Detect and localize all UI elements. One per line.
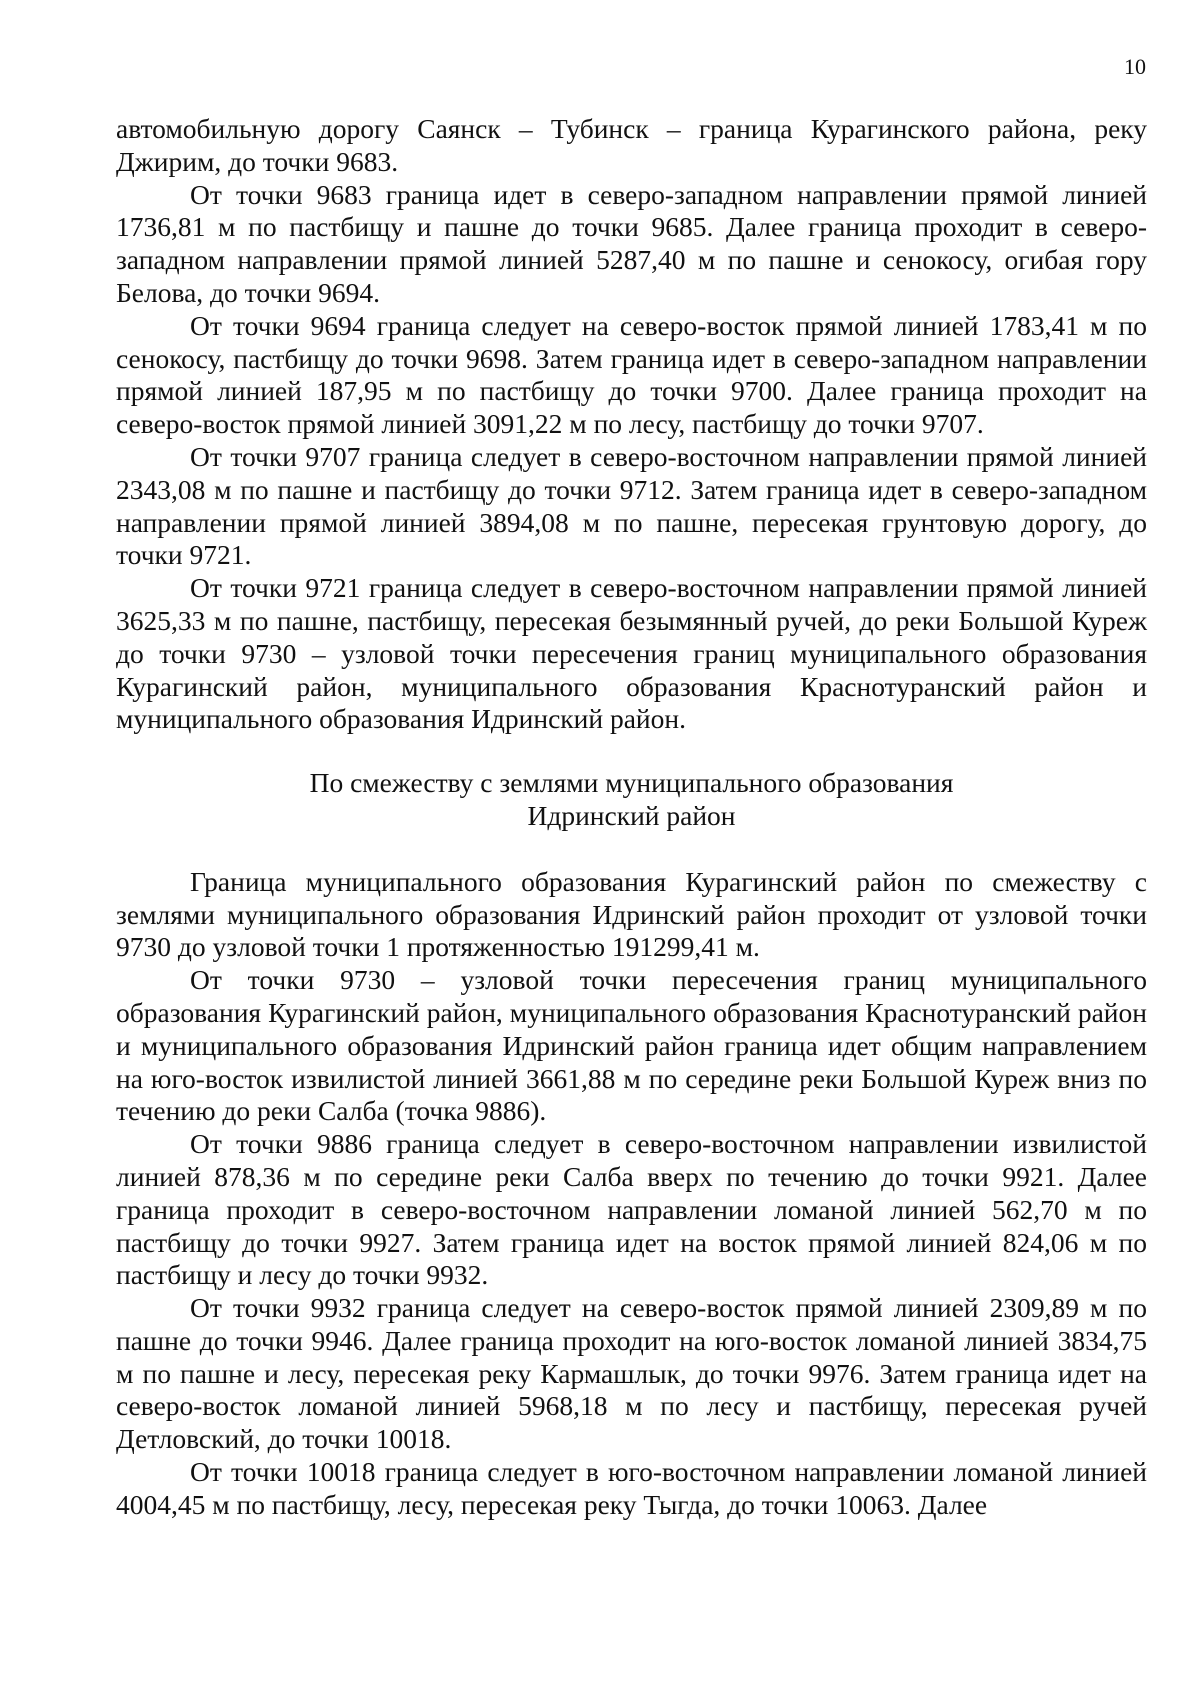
paragraph: От точки 9886 граница следует в северо-восточном направлении извилистой линией 878,36 м по середине реки Салба вверх по течению до точки 9921. Далее граница проходит в северо-восточном направлении ломаной линией 562,70 м по пастбищу до точки 9927. Затем граница идет на восток прямой линией 824,06 м по пастбищу и лесу до точки 9932. — [116, 1128, 1147, 1291]
paragraph: Граница муниципального образования Курагинский район по смежеству с землями муниципального образования Идринский район проходит от узловой точки 9730 до узловой точки 1 протяженностью 191299,41 м. — [116, 865, 1147, 963]
paragraph: От точки 9683 граница идет в северо-западном направлении прямой линией 1736,81 м по пастбищу и пашне до точки 9685. Далее граница проходит в северо-западном направлении прямой линией 5287,40 м по пашне и сенокосу, огибая гору Белова, до точки 9694. — [116, 178, 1147, 308]
paragraph: От точки 9730 – узловой точки пересечения границ муниципального образования Курагинский район, муниципального образования Краснотуранский район и муниципального образования Идринский район граница идет общим направлением на юго-восток извилистой линией 3661,88 м по середине реки Большой Куреж вниз по течению до реки Салба (точка 9886). — [116, 964, 1147, 1127]
section-heading-line: Идринский район — [527, 799, 736, 831]
paragraph: От точки 9932 граница следует на северо-восток прямой линией 2309,89 м по пашне до точки 9946. Далее граница проходит на юго-восток ломаной линией 3834,75 м по пашне и лесу, пересекая реку Кармашлык, до точки 9976. Затем граница идет на северо-восток ломаной линией 5968,18 м по лесу и пастбищу, пересекая ручей Детловский, до точки 10018. — [116, 1292, 1147, 1455]
paragraph: От точки 9694 граница следует на северо-восток прямой линией 1783,41 м по сенокосу, пастбищу до точки 9698. Затем граница идет в северо-западном направлении прямой линией 187,95 м по пастбищу до точки 9700. Далее граница проходит на северо-восток прямой линией 3091,22 м по лесу, пастбищу до точки 9707. — [116, 309, 1147, 440]
paragraph: От точки 10018 граница следует в юго-восточном направлении ломаной линией 4004,45 м по пастбищу, лесу, пересекая реку Тыгда, до точки 10063. Далее — [116, 1456, 1147, 1520]
section-heading — [116, 767, 1147, 833]
document-body — [116, 113, 1147, 1522]
paragraph: автомобильную дорогу Саянск – Тубинск – граница Курагинского района, реку Джирим, до точки 9683. — [116, 113, 1147, 177]
section-heading-line: По смежеству с землями муниципального образования — [309, 767, 954, 799]
page-number: 10 — [1124, 54, 1146, 79]
paragraph: От точки 9707 граница следует в северо-восточном направлении прямой линией 2343,08 м по пашне и пастбищу до точки 9712. Затем граница идет в северо-западном направлении прямой линией 3894,08 м по пашне, пересекая грунтовую дорогу, до точки 9721. — [116, 440, 1147, 571]
paragraph: От точки 9721 граница следует в северо-восточном направлении прямой линией 3625,33 м по пашне, пастбищу, пересекая безымянный ручей, до реки Большой Куреж до точки 9730 – узловой точки пересечения границ муниципального образования Курагинский район, муниципального образования Краснотуранский район и муниципального образования Идринский район. — [116, 572, 1147, 735]
